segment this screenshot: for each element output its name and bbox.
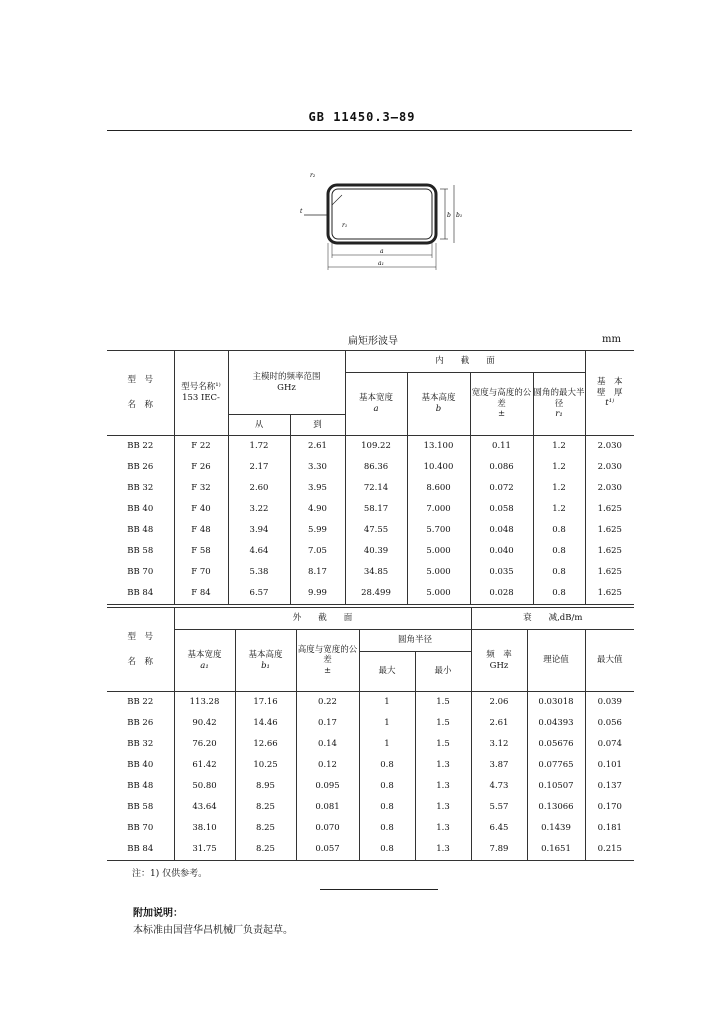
col-b-header: 基本高度 b xyxy=(407,373,470,436)
table-row: BB 58 F 58 4.64 7.05 40.39 5.000 0.040 0.8 1.625 xyxy=(107,541,634,562)
section-divider xyxy=(320,889,438,890)
col-atten-header: 衰 减,dB/m xyxy=(471,608,634,630)
table-row: BB 48 50.80 8.95 0.095 0.8 1.3 4.73 0.10507 0.137 xyxy=(107,776,634,797)
table-row: BB 22 113.28 17.16 0.22 1 1.5 2.06 0.03018 0.039 xyxy=(107,692,634,714)
outer-section-table xyxy=(107,607,634,861)
label-r2: r₂ xyxy=(310,172,316,179)
table-row: BB 84 F 84 6.57 9.99 28.499 5.000 0.028 0.8 1.625 xyxy=(107,583,634,605)
additional-notes-text: 本标准由国营华昌机械厂负责起草。 xyxy=(133,925,293,936)
label-a1: a₁ xyxy=(378,260,384,267)
col-b1-header: 基本高度 b₁ xyxy=(235,630,296,692)
label-t: t xyxy=(300,208,303,215)
col-a-header: 基本宽度 a xyxy=(345,373,407,436)
col-outer-header: 外 截 面 xyxy=(174,608,471,630)
additional-notes-title: 附加说明： xyxy=(133,908,183,919)
col-from-header: 从 xyxy=(228,415,290,436)
col-max-header: 最大 xyxy=(359,652,415,692)
table-row: BB 40 61.42 10.25 0.12 0.8 1.3 3.87 0.07765 0.101 xyxy=(107,755,634,776)
footnote: 注：1) 仅供参考。 xyxy=(132,869,208,879)
col-model-header-2: 型 号 名 称 xyxy=(107,608,174,692)
table-row: BB 26 90.42 14.46 0.17 1 1.5 2.61 0.04393 0.056 xyxy=(107,713,634,734)
col-theory-header: 理论值 xyxy=(527,630,585,692)
unit-label: mm xyxy=(602,334,621,345)
waveguide-cross-section-figure xyxy=(290,165,463,280)
label-a: a xyxy=(380,248,384,255)
label-b1: b₁ xyxy=(456,212,463,219)
header-rule xyxy=(107,130,632,131)
col-model-header: 型 号 名 称 xyxy=(107,351,174,436)
table-row: BB 58 43.64 8.25 0.081 0.8 1.3 5.57 0.13066 0.170 xyxy=(107,797,634,818)
col-radius-header: 圆角半径 xyxy=(359,630,471,652)
table-row: BB 48 F 48 3.94 5.99 47.55 5.700 0.048 0.8 1.625 xyxy=(107,520,634,541)
document-header: GB 11450.3—89 xyxy=(308,110,416,124)
col-a1-header: 基本宽度 a₁ xyxy=(174,630,235,692)
col-freq-header-2: 频 率 GHz xyxy=(471,630,527,692)
col-iec-header: 型号名称¹⁾ 153 IEC- xyxy=(174,351,228,436)
col-inner-header: 内 截 面 xyxy=(345,351,585,373)
col-tol-header-2: 高度与宽度的公差 ± xyxy=(296,630,359,692)
col-r1-header: 圆角的最大半径 r₁ xyxy=(533,373,585,436)
table-row: BB 32 F 32 2.60 3.95 72.14 8.600 0.072 1.2 2.030 xyxy=(107,478,634,499)
col-to-header: 到 xyxy=(290,415,345,436)
table-row: BB 26 F 26 2.17 3.30 86.36 10.400 0.086 1.2 2.030 xyxy=(107,457,634,478)
col-min-header: 最小 xyxy=(415,652,471,692)
table-row: BB 32 76.20 12.66 0.14 1 1.5 3.12 0.05676 0.074 xyxy=(107,734,634,755)
table-row: BB 40 F 40 3.22 4.90 58.17 7.000 0.058 1.2 1.625 xyxy=(107,499,634,520)
table-row: BB 70 F 70 5.38 8.17 34.85 5.000 0.035 0.8 1.625 xyxy=(107,562,634,583)
col-freq-header: 主模时的频率范围 GHz xyxy=(228,351,345,415)
table-row: BB 22 F 22 1.72 2.61 109.22 13.100 0.11 1.2 2.030 xyxy=(107,436,634,458)
col-wall-header: 基 本 壁 厚 t¹⁾ xyxy=(585,351,634,436)
table-row: BB 70 38.10 8.25 0.070 0.8 1.3 6.45 0.1439 0.181 xyxy=(107,818,634,839)
table-row: BB 84 31.75 8.25 0.057 0.8 1.3 7.89 0.1651 0.215 xyxy=(107,839,634,861)
label-r1: r₁ xyxy=(342,222,348,229)
col-tol-header: 宽度与高度的公差 ± xyxy=(470,373,533,436)
col-maxval-header: 最大值 xyxy=(585,630,634,692)
label-b: b xyxy=(447,212,451,219)
inner-section-table xyxy=(107,350,634,605)
table-caption: 扁矩形波导 xyxy=(348,336,398,347)
